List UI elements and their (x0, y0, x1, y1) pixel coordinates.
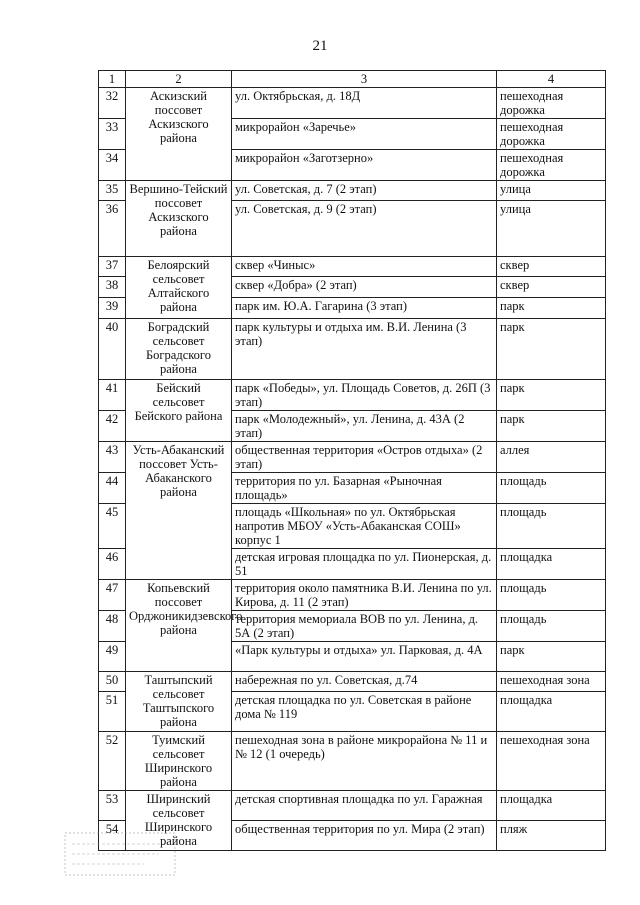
object-cell: парк им. Ю.А. Гагарина (3 этап) (232, 298, 497, 319)
object-cell: сквер «Добра» (2 этап) (232, 277, 497, 298)
type-cell: парк (497, 380, 606, 411)
settlement-cell: Копьевский поссовет Орджоникидзевского района (126, 580, 232, 672)
object-cell: микрорайон «Заречье» (232, 119, 497, 150)
object-cell: «Парк культуры и отдыха» ул. Парковая, д. 4А (232, 642, 497, 672)
object-cell: общественная территория «Остров отдыха» (2 этап) (232, 442, 497, 473)
object-cell: территория около памятника В.И. Ленина по ул. Кирова, д. 11 (2 этап) (232, 580, 497, 611)
object-cell: набережная по ул. Советская, д.74 (232, 672, 497, 692)
type-cell: площадка (497, 692, 606, 732)
object-cell: площадь «Школьная» по ул. Октябрьская напротив МБОУ «Усть-Абаканская СОШ» корпус 1 (232, 504, 497, 549)
row-number: 45 (99, 504, 126, 549)
settlement-cell: Бейский сельсовет Бейского района (126, 380, 232, 442)
object-cell: пешеходная зона в районе микрорайона № 11 и № 12 (1 очередь) (232, 732, 497, 791)
object-cell: ул. Советская, д. 7 (2 этап) (232, 181, 497, 201)
type-cell: площадка (497, 549, 606, 580)
row-number: 34 (99, 150, 126, 181)
object-cell: ул. Октябрьская, д. 18Д (232, 88, 497, 119)
type-cell: парк (497, 319, 606, 380)
type-cell: пешеходная дорожка (497, 150, 606, 181)
table-row (99, 732, 606, 791)
type-cell: площадь (497, 580, 606, 611)
type-cell: площадь (497, 504, 606, 549)
object-cell: территория по ул. Базарная «Рыночная площадь» (232, 473, 497, 504)
settlement-cell: Усть-Абаканский поссовет Усть-Абаканского района (126, 442, 232, 580)
object-cell: ул. Советская, д. 9 (2 этап) (232, 201, 497, 257)
row-number: 36 (99, 201, 126, 257)
row-number: 48 (99, 611, 126, 642)
object-cell: сквер «Чиныс» (232, 257, 497, 277)
row-number: 37 (99, 257, 126, 277)
row-number: 50 (99, 672, 126, 692)
table-row (99, 181, 606, 201)
table-row (99, 672, 606, 692)
table-row (99, 580, 606, 611)
page-number: 21 (312, 38, 328, 54)
settlement-cell: Белоярский сельсовет Алтайского района (126, 257, 232, 319)
row-number: 39 (99, 298, 126, 319)
table-row (99, 319, 606, 380)
row-number: 51 (99, 692, 126, 732)
object-cell: парк «Молодежный», ул. Ленина, д. 43А (2 этап) (232, 411, 497, 442)
type-cell: аллея (497, 442, 606, 473)
header-cell: 2 (126, 71, 232, 88)
type-cell: улица (497, 201, 606, 257)
row-number: 47 (99, 580, 126, 611)
type-cell: пешеходная зона (497, 732, 606, 791)
row-number: 54 (99, 821, 126, 851)
row-number: 49 (99, 642, 126, 672)
row-number: 33 (99, 119, 126, 150)
object-cell: детская площадка по ул. Советская в районе дома № 119 (232, 692, 497, 732)
row-number: 52 (99, 732, 126, 791)
object-cell: территория мемориала ВОВ по ул. Ленина, д. 5А (2 этап) (232, 611, 497, 642)
header-cell: 1 (99, 71, 126, 88)
type-cell: площадка (497, 791, 606, 821)
territories-table (98, 70, 606, 851)
row-number: 43 (99, 442, 126, 473)
table-row (99, 257, 606, 277)
row-number: 53 (99, 791, 126, 821)
table-header-row (99, 71, 606, 88)
header-cell: 3 (232, 71, 497, 88)
table-row (99, 442, 606, 473)
type-cell: парк (497, 298, 606, 319)
type-cell: площадь (497, 611, 606, 642)
type-cell: сквер (497, 277, 606, 298)
type-cell: пешеходная дорожка (497, 88, 606, 119)
object-cell: микрорайон «Заготзерно» (232, 150, 497, 181)
settlement-cell: Аскизский поссовет Аскизского района (126, 88, 232, 181)
object-cell: детская спортивная площадка по ул. Гаражная (232, 791, 497, 821)
table-row (99, 380, 606, 411)
type-cell: сквер (497, 257, 606, 277)
table-row (99, 791, 606, 821)
row-number: 38 (99, 277, 126, 298)
type-cell: площадь (497, 473, 606, 504)
row-number: 32 (99, 88, 126, 119)
type-cell: парк (497, 642, 606, 672)
object-cell: детская игровая площадка по ул. Пионерская, д. 51 (232, 549, 497, 580)
row-number: 35 (99, 181, 126, 201)
object-cell: парк культуры и отдыха им. В.И. Ленина (3 этап) (232, 319, 497, 380)
type-cell: пешеходная дорожка (497, 119, 606, 150)
object-cell: парк «Победы», ул. Площадь Советов, д. 26П (3 этап) (232, 380, 497, 411)
type-cell: улица (497, 181, 606, 201)
type-cell: пешеходная зона (497, 672, 606, 692)
type-cell: парк (497, 411, 606, 442)
type-cell: пляж (497, 821, 606, 851)
object-cell: общественная территория по ул. Мира (2 этап) (232, 821, 497, 851)
header-cell: 4 (497, 71, 606, 88)
settlement-cell: Туимский сельсовет Ширинского района (126, 732, 232, 791)
table-row (99, 88, 606, 119)
row-number: 46 (99, 549, 126, 580)
row-number: 42 (99, 411, 126, 442)
settlement-cell: Таштыпский сельсовет Таштыпского района (126, 672, 232, 732)
row-number: 44 (99, 473, 126, 504)
settlement-cell: Ширинский сельсовет Ширинского района (126, 791, 232, 851)
settlement-cell: Вершино-Тейский поссовет Аскизского района (126, 181, 232, 257)
faded-stamp (64, 832, 176, 876)
settlement-cell: Боградский сельсовет Боградского района (126, 319, 232, 380)
row-number: 40 (99, 319, 126, 380)
row-number: 41 (99, 380, 126, 411)
